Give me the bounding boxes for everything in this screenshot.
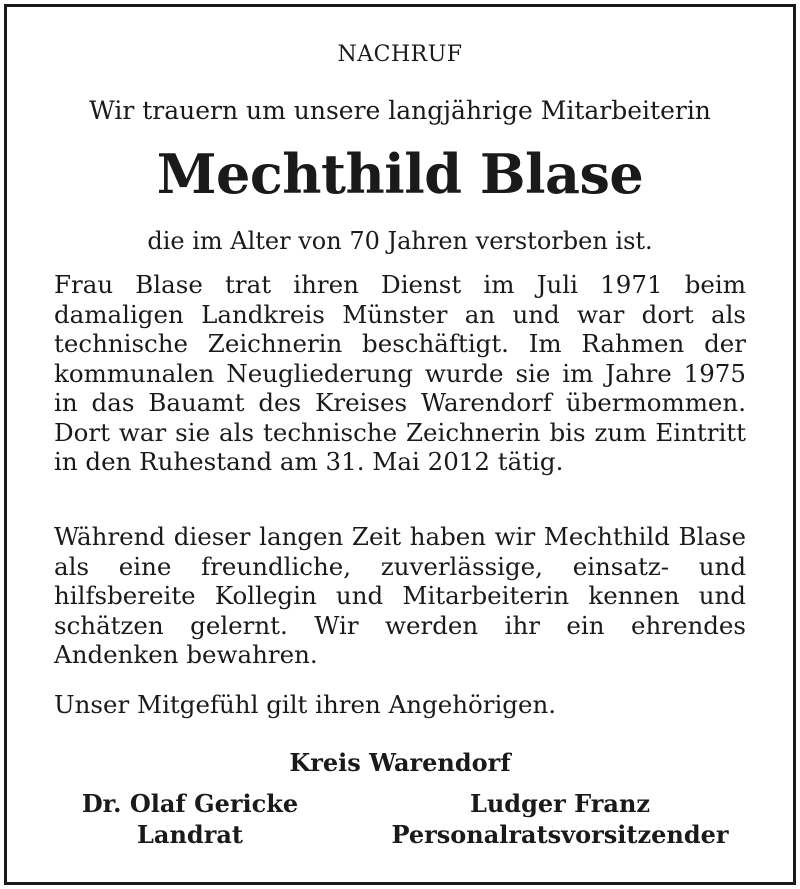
signatory-right bbox=[380, 788, 740, 850]
organization-name: Kreis Warendorf bbox=[289, 748, 511, 777]
notice-subtitle: Wir trauern um unsere langjährige Mitarbeiterin bbox=[89, 96, 711, 125]
age-line: die im Alter von 70 Jahren verstorben ist. bbox=[147, 227, 653, 255]
notice-heading: NACHRUF bbox=[337, 42, 463, 67]
condolence-line: Unser Mitgefühl gilt ihren Angehörigen. bbox=[54, 690, 557, 719]
appreciation-paragraph: Während dieser langen Zeit haben wir Mechthild Blase als eine freundliche, zuverlässige, einsatz- und hilfsbereite Kollegin und Mitarbeiterin kennen und schätzen gelernt. Wir werden ihr ein ehrendes Andenken bewahren. bbox=[54, 522, 746, 669]
signatory-role: Landrat bbox=[137, 820, 243, 849]
signatory-name: Dr. Olaf Gericke bbox=[81, 789, 299, 818]
deceased-name: Mechthild Blase bbox=[156, 142, 644, 206]
signatory-role: Personalratsvorsitzender bbox=[391, 820, 729, 849]
service-paragraph: Frau Blase trat ihren Dienst im Juli 1971 beim damaligen Landkreis Münster an und war dort als technische Zeichnerin beschäftigt. Im Rahmen der kommunalen Neugliederung wurde sie im Jahre 1975 in das Bauamt des Kreises Warendorf übermommen. Dort war sie als technische Zeichnerin bis zum Eintritt in den Ruhestand am 31. Mai 2012 tätig. bbox=[54, 270, 746, 476]
signatory-name: Ludger Franz bbox=[469, 789, 651, 818]
signatory-left bbox=[40, 788, 340, 850]
